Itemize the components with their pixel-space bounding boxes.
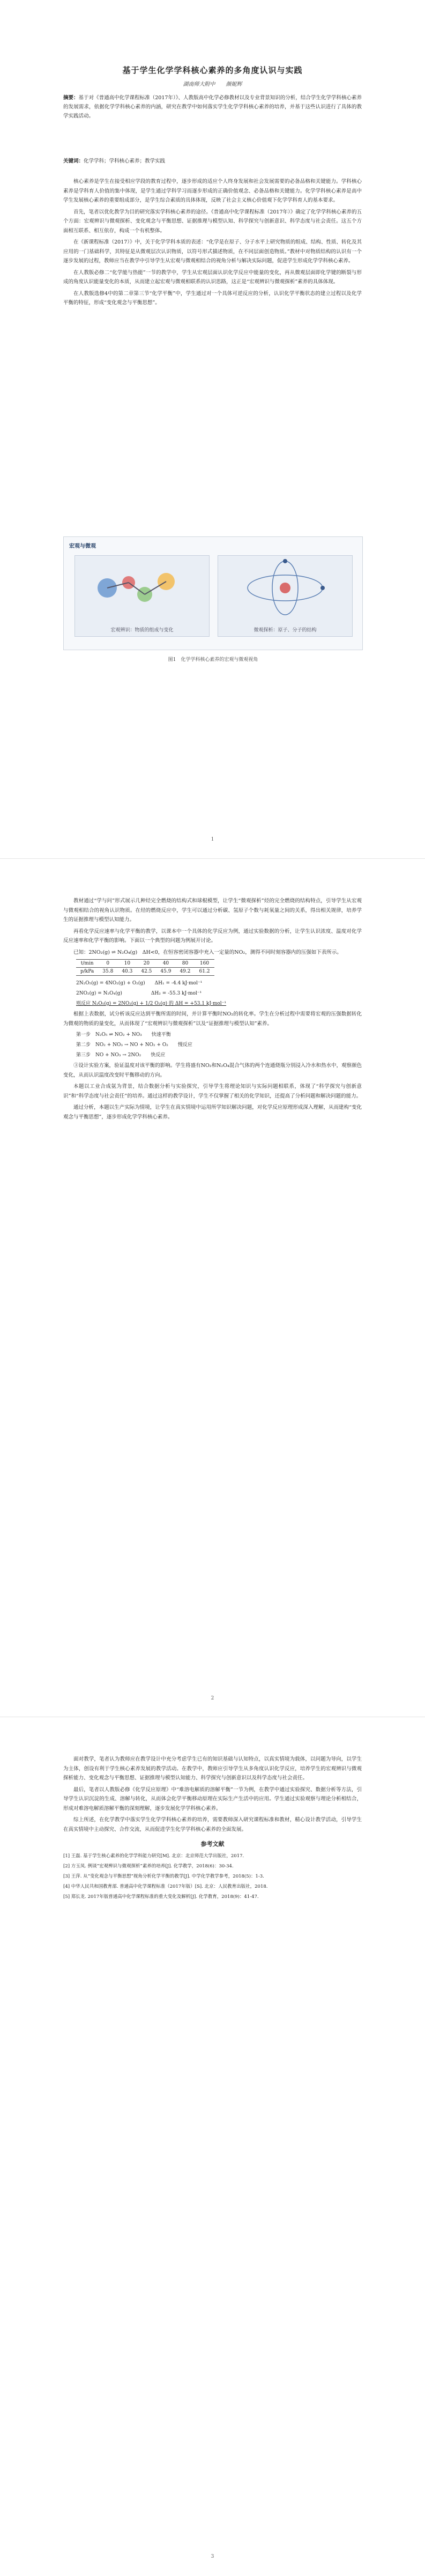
abstract-label: 摘要： — [63, 95, 79, 101]
figure-right-label: 微观探析：原子、分子的结构 — [253, 628, 317, 633]
table-header-row — [76, 960, 214, 968]
reference-item: [2] 方玉凤. 例谈“宏观辨识与微观探析”素养的培养[J]. 化学教学，2018(6)：30-34. — [63, 1864, 234, 1869]
references-title: 参考文献 — [200, 1841, 225, 1848]
paragraph: 面对教学，笔者认为教师应在教学设计中充分考虑学生已有的知识基础与认知特点，以真实情境为载体，以问题为导向，以学生为主体，创设有利于学生核心素养发展的教学活动。在教学中，教师应引导学生从多角度认识化学反应，培养学生的宏观辨识与微观探析能力、变化观念与平衡思想、证据推理与模型认知能力、科学探究与创新意识以及科学态度与社会责任。 — [63, 1756, 362, 1781]
paragraph: 再看化学反应速率与化学平衡的教学，以课本中一个具体的化学反应为例，通过实验数据的分析，让学生认识浓度、温度对化学反应速率和化学平衡的影响。下面以一个典型的问题为例展开讨论。 — [63, 928, 362, 944]
paragraph: ③设计实验方案，验证温度对该平衡的影响。学生将盛有NO₂和N₂O₄混合气体的两个连通烧瓶分别浸入冷水和热水中，观察颜色变化，从而认识温度改变时平衡移动的方向。 — [63, 1063, 362, 1078]
table-cell: 61.2 — [195, 968, 214, 976]
paragraph: 核心素养是学生在接受相应学段的教育过程中，逐步形成的适应个人终身发展和社会发展需要的必备品格和关键能力。学科核心素养是学科育人价值的集中体现，是学生通过学科学习而逐步形成的正确价值观念、必备品格和关键能力。化学学科核心素养是高中学生发展核心素养的重要组成部分，是学生综合素质的具体体现，反映了社会主义核心价值观下化学学科育人的基本要求。 — [63, 179, 362, 203]
reference-item: [4] 中华人民共和国教育部. 普通高中化学课程标准（2017年版）[S]. 北京：人民教育出版社，2018. — [63, 1884, 268, 1889]
table-cell: 10 — [117, 960, 137, 968]
table-cell: 42.5 — [137, 968, 156, 976]
equation: 则反应 N₂O₅(g) = 2NO₂(g) + 1/2 O₂(g) 的 ΔH = +53.1 kJ·mol⁻¹ — [76, 1001, 227, 1006]
figure-right-panel — [218, 555, 353, 637]
table-cell: 40 — [156, 960, 175, 968]
keywords-text: 化学学科；学科核心素养；教学实践 — [84, 158, 166, 164]
table-cell: 0 — [98, 960, 117, 968]
page3-body — [63, 1755, 362, 1903]
figure-1 — [63, 536, 363, 663]
page-number: 2 — [211, 1696, 214, 1701]
paragraph: 在《新课程标准（2017）》中，关于化学学科本质的表述：“化学是在原子、分子水平上研究物质的组成、结构、性质、转化及其应用的一门基础科学，其特征是从微观层次认识物质，以符号形式描述物质，在不同层面创造物质。”教材中对物质结构的认识有一个逐步发展的过程，教师应当在教学中引导学生从宏观与微观相结合的视角分析与解决实际问题，促进学生形成化学学科核心素养。 — [63, 239, 362, 264]
page-3 — [0, 1717, 425, 2576]
page1-body — [63, 177, 362, 310]
keywords-label: 关键词： — [63, 158, 84, 164]
figure-left-label: 宏观辨识：物质的组成与变化 — [110, 628, 174, 633]
paragraph: 最后，笔者以人教版必修《化学反应原理》中“难溶电解质的溶解平衡”一节为例，在教学中通过实验探究、数据分析等方法，引导学生认识沉淀的生成、溶解与转化，从而体会化学平衡移动原理在实际生产生活中的应用。学生通过实验观察与理论分析相结合，形成对难溶电解质溶解平衡的深刻理解，逐步发展化学学科核心素养。 — [63, 1786, 362, 1812]
reference-item: [3] 王萍. 从“变化观念与平衡思想”视角分析化学平衡的教学[J]. 中学化学教学参考，2018(5)：1-3. — [63, 1874, 264, 1879]
paragraph: 在人教版选修4中的第二章第三节“化学平衡”中，学生通过对一个具体可逆反应的分析，认识化学平衡状态的建立过程以及化学平衡的特征，形成“变化观念与平衡思想”。 — [63, 290, 362, 306]
atom-illustration — [218, 556, 352, 620]
table-row — [76, 968, 214, 976]
equation: 2N₂O₅(g) = 4NO₂(g) + O₂(g) ΔH₁ = -4.4 kJ·mol⁻¹ — [76, 981, 203, 986]
molecule-illustration — [75, 556, 209, 620]
page-number: 3 — [211, 2554, 214, 2559]
table-cell: 160 — [195, 960, 214, 968]
pressure-table — [76, 959, 214, 976]
page2-body — [63, 896, 362, 1124]
table-cell: 40.3 — [117, 968, 137, 976]
page-1 — [0, 0, 425, 858]
paragraph: 综上所述，在化学教学中落实学生化学学科核心素养的培养，需要教师深入研究课程标准和教材，精心设计教学活动，引导学生在真实情境中主动探究、合作交流，从而促进学生化学学科核心素养的全面发展。 — [63, 1817, 362, 1832]
keywords — [63, 157, 362, 166]
table-cell: 45.9 — [156, 968, 175, 976]
mechanism-step: 第三步 NO + NO₃ → 2NO₂ 快反应 — [76, 1053, 166, 1058]
paper-title: 基于学生化学学科核心素养的多角度认识与实践 — [122, 65, 303, 75]
paragraph: 已知：2NO₂(g) ⇌ N₂O₄(g) ΔH<0，在恒容密闭容器中充入一定量的NO₂，测得不同时刻容器内的压强如下表所示。 — [73, 949, 342, 955]
paragraph: 通过分析，本题以生产实际为情境，让学生在真实情境中运用所学知识解决问题，对化学反应原理形成深入理解，从而建构“变化观念与平衡思想”，逐步形成化学学科核心素养。 — [63, 1105, 362, 1120]
paragraph: 首先，笔者以优化教学为目的研究落实学科核心素养的途径。《普通高中化学课程标准（2017年）》确定了化学学科核心素养的五个方面：宏观辨识与微观探析、变化观念与平衡思想、证据推理与模型认知、科学探究与创新意识、科学态度与社会责任。这五个方面相互联系、相互依存，构成一个有机整体。 — [63, 209, 362, 234]
paper-authors: 湖南师大附中 颜妮辉 — [183, 82, 242, 87]
reference-item: [5] 郑长龙. 2017年版普通高中化学课程标准的重大变化及解析[J]. 化学教育，2018(9)：41-47. — [63, 1894, 259, 1900]
paragraph: 本题以工业合成氨为背景，结合数据分析与实验探究，引导学生将理论知识与实际问题相联系，体现了“科学探究与创新意识”和“科学态度与社会责任”的培养。通过这样的教学设计，学生不仅掌握了相关的化学知识，还提高了分析问题和解决问题的能力。 — [63, 1084, 362, 1099]
page-number: 1 — [211, 837, 214, 842]
abstract-text: 基于对《普通高中化学课程标准（2017年）》、人教版高中化学必修教材以及专业背景知识的分析，结合学生化学学科核心素养的发展需求，依据化学学科核心素养的内涵，研究在教学中如何落实学生化学学科核心素养的培养，并基于这些认识进行了具体的教学实践活动。 — [63, 95, 362, 119]
mechanism-step: 第一步 N₂O₅ ⇌ NO₂ + NO₃ 快速平衡 — [76, 1032, 171, 1037]
table-cell: 49.2 — [175, 968, 195, 976]
equation: 2NO₂(g) = N₂O₄(g) ΔH₂ = -55.3 kJ·mol⁻¹ — [76, 991, 202, 996]
abstract — [63, 93, 362, 121]
figure-caption: 图1 化学学科核心素养的宏观与微观视角 — [168, 657, 258, 663]
table-cell: 35.8 — [98, 968, 117, 976]
paragraph: 根据上表数据，试分析该反应达到平衡所需的时间，并计算平衡时NO₂的转化率。学生在分析过程中需要将宏观的压强数据转化为微观的物质的量变化，从而体现了“宏观辨识与微观探析”以及“证据推理与模型认知”素养。 — [63, 1011, 362, 1027]
figure-title: 宏观与微观 — [69, 543, 96, 549]
table-cell: p/kPa — [76, 968, 98, 976]
page-2 — [0, 858, 425, 1717]
paragraph: 教材通过“学与问”形式展示几种烃完全燃烧的结构式和球棍模型，让学生“微观探析”烃的完全燃烧的结构特点，引导学生从宏观与微观相结合的视角认识物质。在烃的燃烧反应中，学生可以通过分析碳、氢原子个数与耗氧量之间的关系，得出相关规律，培养学生的证据推理与模型认知能力。 — [63, 898, 362, 923]
table-cell: t/min — [76, 960, 98, 968]
paragraph: 在人教版必修二“化学能与热能”一节的教学中，学生从宏观层面认识化学反应中能量的变化，再从微观层面即化学键的断裂与形成的角度认识能量变化的本质，从而建立起宏观与微观相联系的认识思路，这正是“宏观辨识与微观探析”素养的具体体现。 — [63, 269, 362, 285]
reference-item: [1] 王磊. 基于学生核心素养的化学学科能力研究[M]. 北京：北京师范大学出版社，2017. — [63, 1853, 244, 1859]
table-cell: 80 — [175, 960, 195, 968]
mechanism-step: 第二步 NO₂ + NO₃ → NO + NO₂ + O₂ 慢反应 — [76, 1042, 192, 1048]
figure-left-panel — [74, 555, 210, 637]
table-cell: 20 — [137, 960, 156, 968]
